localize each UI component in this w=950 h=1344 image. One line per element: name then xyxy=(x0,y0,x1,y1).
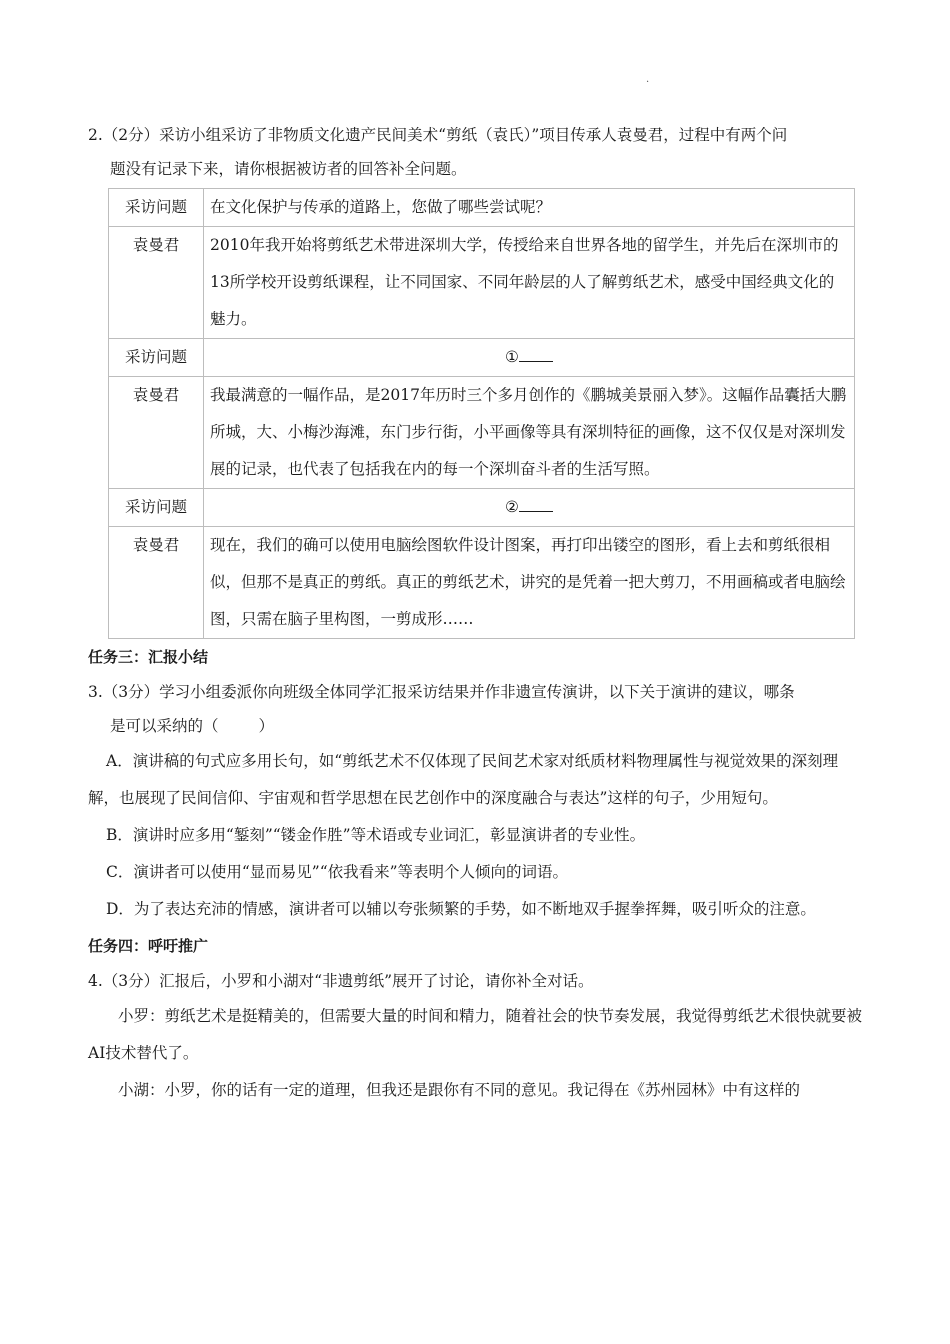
table-row xyxy=(109,489,855,527)
row-content: 现在，我们的确可以使用电脑绘图软件设计图案，再打印出镂空的图形，看上去和剪纸很相似，但那不是真正的剪纸。真正的剪纸艺术，讲究的是凭着一把大剪刀，不用画稿或者电脑绘图，只需在脑子里构图，一剪成形…… xyxy=(204,527,855,639)
question-text: ） xyxy=(258,717,275,735)
row-content: 我最满意的一幅作品，是2017年历时三个多月创作的《鹏城美景丽入梦》。这幅作品囊括大鹏所城，大、小梅沙海滩，东门步行街，小平画像等具有深圳特征的画像，这不仅仅是对深圳发展的记录，也代表了包括我在内的每一个深圳奋斗者的生活写照。 xyxy=(204,377,855,489)
option-c[interactable]: C．演讲者可以使用“显而易见”“依我看来”等表明个人倾向的词语。 xyxy=(106,863,569,881)
answer-blank-2[interactable] xyxy=(519,491,553,512)
answer-blank-1[interactable] xyxy=(519,341,553,362)
interview-table xyxy=(108,188,855,639)
question-number: 3. xyxy=(88,683,103,701)
question-score: （3分） xyxy=(102,972,160,990)
table-row xyxy=(109,339,855,377)
option-b[interactable]: B．演讲时应多用“錾刻”“镂金作胜”等术语或专业词汇，彰显演讲者的专业性。 xyxy=(106,826,646,844)
table-row xyxy=(109,227,855,339)
page-mark: . xyxy=(646,74,650,85)
row-label: 采访问题 xyxy=(109,189,204,227)
question-number: 2. xyxy=(88,126,103,144)
question-2-stem xyxy=(88,118,868,152)
row-content: 2010年我开始将剪纸艺术带进深圳大学，传授给来自世界各地的留学生，并先后在深圳市的13所学校开设剪纸课程，让不同国家、不同年龄层的人了解剪纸艺术，感受中国经典文化的魅力。 xyxy=(204,227,855,339)
table-row xyxy=(109,527,855,639)
question-3-stem xyxy=(88,675,868,709)
row-label: 袁曼君 xyxy=(109,527,204,639)
option-d[interactable]: D．为了表达充沛的情感，演讲者可以辅以夸张频繁的手势，如不断地双手握拳挥舞，吸引听众的注意。 xyxy=(106,900,816,918)
row-label: 采访问题 xyxy=(109,489,204,527)
question-text: 学习小组委派你向班级全体同学汇报采访结果并作非遗宣传演讲，以下关于演讲的建议，哪条 xyxy=(159,683,795,701)
row-content: 在文化保护与传承的道路上，您做了哪些尝试呢？ xyxy=(204,189,855,227)
option-a[interactable]: A．演讲稿的句式应多用长句，如“剪纸艺术不仅体现了民间艺术家对纸质材料物理属性与视觉效果的深刻理解，也展现了民间信仰、宇宙观和哲学思想在民艺创作中的深度融合与表达”这样的句子，少用短句。 xyxy=(88,752,839,807)
answer-blank-2-cell xyxy=(204,489,855,527)
question-text: 汇报后，小罗和小湖对“非遗剪纸”展开了讨论，请你补全对话。 xyxy=(159,972,594,990)
question-score: （3分） xyxy=(102,683,160,701)
answer-blank-1-cell xyxy=(204,339,855,377)
dialogue-xiaohu: 小湖：小罗，你的话有一定的道理，但我还是跟你有不同的意见。我记得在《苏州园林》中有这样的 xyxy=(118,1081,801,1099)
document-page xyxy=(88,118,868,1109)
row-label: 袁曼君 xyxy=(109,227,204,339)
question-score: （2分） xyxy=(102,126,160,144)
question-4-stem xyxy=(88,964,868,998)
question-2-stem-cont: 题没有记录下来，请你根据被访者的回答补全问题。 xyxy=(110,160,467,178)
dialogue-xiaoluo: 小罗：剪纸艺术是挺精美的，但需要大量的时间和精力，随着社会的快节奏发展，我觉得剪纸艺术很快就要被AI技术替代了。 xyxy=(88,1007,863,1062)
row-label: 袁曼君 xyxy=(109,377,204,489)
table-row xyxy=(109,189,855,227)
blank-2-marker: ② xyxy=(505,498,519,516)
question-text: 采访小组采访了非物质文化遗产民间美术“剪纸（袁氏）”项目传承人袁曼君，过程中有两个问 xyxy=(159,126,788,144)
task-3-heading: 任务三：汇报小结 xyxy=(88,648,209,666)
table-row xyxy=(109,377,855,489)
row-label: 采访问题 xyxy=(109,339,204,377)
question-3-stem-cont xyxy=(88,709,868,743)
question-text: 是可以采纳的（ xyxy=(110,717,219,735)
question-number: 4. xyxy=(88,972,103,990)
blank-1-marker: ① xyxy=(505,348,519,366)
task-4-heading: 任务四：呼吁推广 xyxy=(88,937,209,955)
